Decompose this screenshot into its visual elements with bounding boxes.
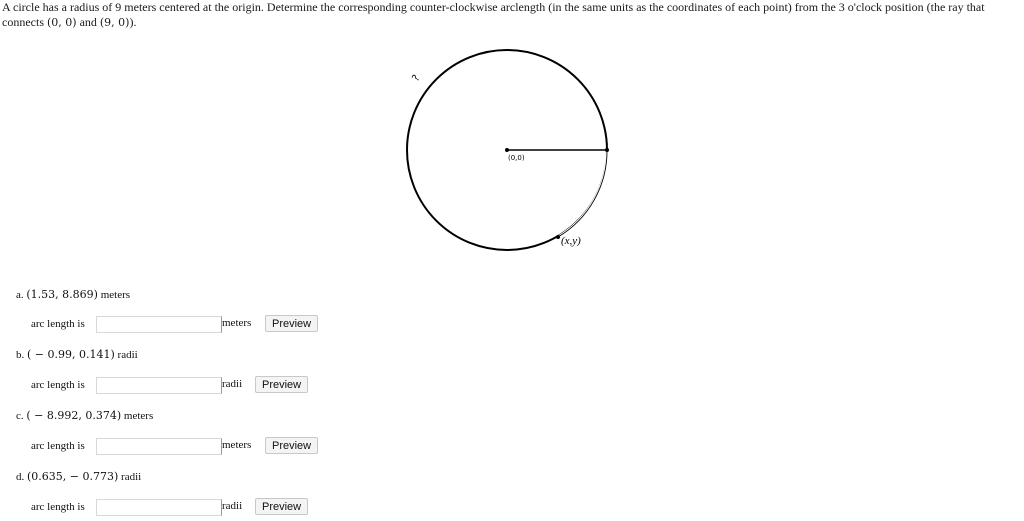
unit-label: radii bbox=[222, 378, 243, 390]
center-dot bbox=[505, 148, 509, 152]
arc-length-input-c[interactable] bbox=[96, 438, 222, 455]
preview-button-b[interactable]: Preview bbox=[255, 376, 308, 393]
arc-length-input-a[interactable] bbox=[96, 316, 222, 333]
center-label: (0,0) bbox=[508, 154, 525, 162]
problem-close-paren: ). bbox=[129, 15, 137, 29]
preview-button-d[interactable]: Preview bbox=[255, 498, 308, 515]
arc-length-input-b[interactable] bbox=[96, 377, 222, 394]
problem-connects-text: connects bbox=[2, 15, 44, 29]
arc-segment bbox=[558, 150, 607, 237]
unit-label: meters bbox=[222, 317, 252, 329]
part-b-prompt bbox=[16, 348, 138, 361]
preview-button-a[interactable]: Preview bbox=[265, 315, 318, 332]
unit-label: radii bbox=[222, 500, 243, 512]
point-label: (x,y) bbox=[561, 235, 581, 247]
arc-length-label: arc length is bbox=[31, 440, 85, 452]
arc-length-label: arc length is bbox=[31, 501, 85, 513]
arc-thin-segment bbox=[558, 150, 607, 237]
part-letter: c. bbox=[16, 410, 24, 422]
three-oclock-point: (9, 0) bbox=[99, 16, 130, 29]
part-point: ( − 8.992, 0.374) bbox=[26, 409, 122, 422]
origin-point: (0, 0) bbox=[46, 16, 77, 29]
problem-statement bbox=[2, 0, 1012, 30]
part-point-unit: meters bbox=[100, 289, 131, 301]
problem-and-text: and bbox=[79, 15, 97, 29]
part-c-prompt bbox=[16, 409, 153, 422]
part-point-unit: radii bbox=[121, 471, 142, 483]
part-point: (0.635, − 0.773) bbox=[27, 470, 119, 483]
start-dot bbox=[605, 148, 609, 152]
part-point-unit: meters bbox=[123, 410, 154, 422]
part-letter: b. bbox=[16, 349, 25, 361]
part-d-prompt bbox=[16, 470, 141, 483]
arc-length-input-d[interactable] bbox=[96, 499, 222, 516]
circle-figure bbox=[395, 40, 635, 260]
part-letter: a. bbox=[16, 289, 24, 301]
part-a-prompt bbox=[16, 288, 130, 301]
part-point: ( − 0.99, 0.141) bbox=[27, 348, 115, 361]
part-point: (1.53, 8.869) bbox=[26, 288, 98, 301]
end-dot bbox=[556, 235, 560, 239]
arc-length-label: arc length is bbox=[31, 379, 85, 391]
arc-question-mark: ? bbox=[410, 73, 423, 84]
unit-label: meters bbox=[222, 439, 252, 451]
arc-length-label: arc length is bbox=[31, 318, 85, 330]
problem-line-1: A circle has a radius of 9 meters centered at the origin. Determine the corresponding counter-clockwise arclength (in the same units as the coordinates of each point) from the 3 o'clock position (the ray that bbox=[2, 0, 985, 14]
part-point-unit: radii bbox=[117, 349, 138, 361]
part-letter: d. bbox=[16, 471, 25, 483]
preview-button-c[interactable]: Preview bbox=[265, 437, 318, 454]
problem-line-2 bbox=[2, 15, 1012, 30]
